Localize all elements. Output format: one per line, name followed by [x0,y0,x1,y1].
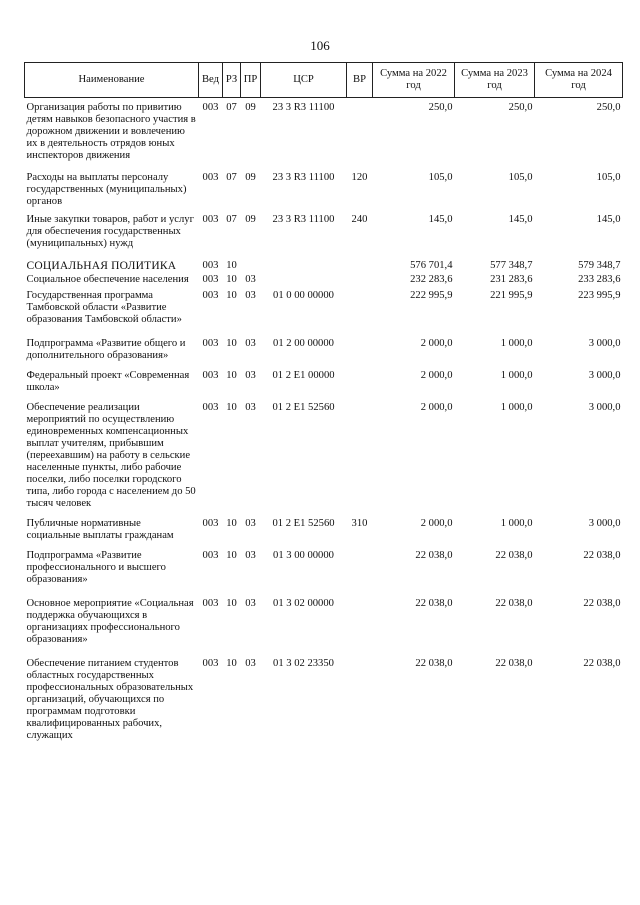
row-sum-2024: 223 995,9 [578,290,621,301]
row-name: СОЦИАЛЬНАЯ ПОЛИТИКА [26,260,177,272]
row-vr [347,274,373,290]
row-name: Обеспечение реализации мероприятий по осуществлению единовременных компенсационных выплат учителям, прибывшим (переехавшим) на работу в сельские населенные пункты, либо рабочие поселки, либо поселки городского типа, либо города с населением до 50 тысяч человек [26,402,196,509]
row-sum-2023: 1 000,0 [500,402,533,413]
row-ved: 003 [202,290,219,301]
header-sum-2024: Сумма на 2024 год [535,63,623,98]
row-rz: 10 [226,290,237,301]
row-sum-2024: 3 000,0 [588,402,621,413]
row-vr [347,658,373,742]
row-rz: 10 [226,402,237,413]
row-rz: 07 [226,214,237,225]
row-sum-2022: 22 038,0 [415,658,453,669]
row-ved: 003 [202,214,219,225]
header-name: Наименование [25,63,199,98]
row-vr: 310 [351,518,368,529]
row-sum-2022: 22 038,0 [415,598,453,609]
budget-table [24,62,623,742]
row-sum-2023: 1 000,0 [500,338,533,349]
row-sum-2022: 2 000,0 [420,370,453,381]
row-ved: 003 [202,598,219,609]
row-csr: 01 2 E1 00000 [272,370,335,381]
row-sum-2023: 231 283,6 [490,274,533,285]
row-pr: 03 [245,518,256,529]
row-name: Государственная программа Тамбовской области «Развитие образования Тамбовской области» [26,290,182,325]
row-ved: 003 [202,274,219,285]
row-sum-2022: 232 283,6 [410,274,453,285]
header-vr: ВР [347,63,373,98]
table-row [25,290,623,338]
row-rz: 10 [226,518,237,529]
row-pr: 03 [245,550,256,561]
row-sum-2022: 145,0 [428,214,453,225]
row-sum-2023: 105,0 [508,172,533,183]
row-sum-2022: 222 995,9 [410,290,453,301]
row-csr: 23 3 R3 11100 [272,102,335,113]
row-sum-2023: 22 038,0 [495,550,533,561]
header-rz: РЗ [223,63,241,98]
row-vr [347,338,373,370]
table-row [25,260,623,274]
row-vr [347,290,373,338]
row-sum-2024: 105,0 [596,172,621,183]
row-name: Социальное обеспечение населения [26,274,189,285]
row-csr: 01 2 00 00000 [273,338,334,349]
row-pr: 03 [245,274,256,285]
row-pr: 09 [245,102,256,113]
row-ved: 003 [202,102,219,113]
row-csr: 01 0 00 00000 [273,290,334,301]
row-rz: 10 [226,274,237,285]
row-ved: 003 [202,260,219,271]
row-sum-2023: 22 038,0 [495,598,533,609]
row-name: Иные закупки товаров, работ и услуг для обеспечения государственных (муниципальных) нужд [26,214,194,249]
row-sum-2023: 221 995,9 [490,290,533,301]
row-vr [347,370,373,402]
row-csr [261,274,347,290]
row-pr: 03 [245,658,256,669]
row-vr [347,98,373,173]
table-row [25,598,623,658]
row-sum-2023: 145,0 [508,214,533,225]
row-pr: 03 [245,402,256,413]
table-row [25,214,623,260]
row-rz: 10 [226,658,237,669]
row-rz: 10 [226,260,237,271]
row-sum-2024: 145,0 [596,214,621,225]
header-ved: Вед [199,63,223,98]
row-rz: 10 [226,370,237,381]
table-header-row [25,63,623,98]
row-pr: 09 [245,172,256,183]
header-sum-2023: Сумма на 2023 год [455,63,535,98]
row-csr: 23 3 R3 11100 [272,214,335,225]
header-csr: ЦСР [261,63,347,98]
row-name: Федеральный проект «Современная школа» [26,370,190,393]
row-name: Расходы на выплаты персоналу государственных (муниципальных) органов [26,172,187,207]
row-pr: 09 [245,214,256,225]
row-sum-2024: 22 038,0 [583,598,621,609]
row-ved: 003 [202,172,219,183]
row-vr: 240 [351,214,368,225]
row-csr [261,260,347,274]
row-csr: 01 3 02 23350 [273,658,334,669]
row-pr [241,260,261,274]
row-vr: 120 [351,172,368,183]
row-sum-2024: 3 000,0 [588,518,621,529]
row-sum-2022: 105,0 [428,172,453,183]
row-ved: 003 [202,370,219,381]
row-vr [347,402,373,518]
row-sum-2023: 1 000,0 [500,518,533,529]
row-ved: 003 [202,658,219,669]
row-sum-2024: 22 038,0 [583,658,621,669]
row-csr: 01 3 02 00000 [273,598,334,609]
row-sum-2024: 3 000,0 [588,338,621,349]
row-vr [347,550,373,598]
row-rz: 10 [226,550,237,561]
row-pr: 03 [245,370,256,381]
row-sum-2023: 22 038,0 [495,658,533,669]
row-rz: 07 [226,172,237,183]
row-sum-2022: 576 701,4 [410,260,453,271]
row-vr [347,260,373,274]
table-row [25,172,623,214]
table-row [25,338,623,370]
row-sum-2022: 2 000,0 [420,338,453,349]
row-sum-2022: 22 038,0 [415,550,453,561]
row-rz: 10 [226,338,237,349]
row-pr: 03 [245,338,256,349]
row-sum-2023: 577 348,7 [490,260,533,271]
row-ved: 003 [202,338,219,349]
row-sum-2024: 233 283,6 [578,274,621,285]
header-sum-2022: Сумма на 2022 год [373,63,455,98]
row-name: Организация работы по привитию детям навыков безопасного участия в дорожном движении и вовлечению их в деятельность отрядов юных инспекторов движения [26,102,196,161]
row-rz: 10 [226,598,237,609]
row-sum-2024: 22 038,0 [583,550,621,561]
table-row [25,550,623,598]
row-sum-2024: 250,0 [596,102,621,113]
row-sum-2022: 250,0 [428,102,453,113]
row-name: Основное мероприятие «Социальная поддержка обучающихся в организациях профессионального образования» [26,598,194,645]
row-sum-2024: 579 348,7 [578,260,621,271]
table-row [25,274,623,290]
row-name: Обеспечение питанием студентов областных государственных профессиональных образовательных организаций, обучающихся по программам подготовки квалифицированных рабочих, служащих [26,658,194,741]
row-pr: 03 [245,290,256,301]
row-csr: 01 2 E1 52560 [272,518,335,529]
row-csr: 01 2 E1 52560 [272,402,335,413]
header-pr: ПР [241,63,261,98]
row-name: Публичные нормативные социальные выплаты гражданам [26,518,174,541]
table-row [25,98,623,173]
row-csr: 23 3 R3 11100 [272,172,335,183]
row-name: Подпрограмма «Развитие общего и дополнительного образования» [26,338,186,361]
row-name: Подпрограмма «Развитие профессионального и высшего образования» [26,550,166,585]
table-row [25,402,623,518]
row-sum-2024: 3 000,0 [588,370,621,381]
page-number: 106 [310,38,330,53]
row-rz: 07 [226,102,237,113]
row-vr [347,598,373,658]
row-sum-2023: 250,0 [508,102,533,113]
row-sum-2022: 2 000,0 [420,518,453,529]
table-row [25,518,623,550]
row-sum-2023: 1 000,0 [500,370,533,381]
table-row [25,370,623,402]
row-pr: 03 [245,598,256,609]
row-ved: 003 [202,518,219,529]
table-row [25,658,623,742]
row-ved: 003 [202,550,219,561]
row-sum-2022: 2 000,0 [420,402,453,413]
row-ved: 003 [202,402,219,413]
row-csr: 01 3 00 00000 [273,550,334,561]
